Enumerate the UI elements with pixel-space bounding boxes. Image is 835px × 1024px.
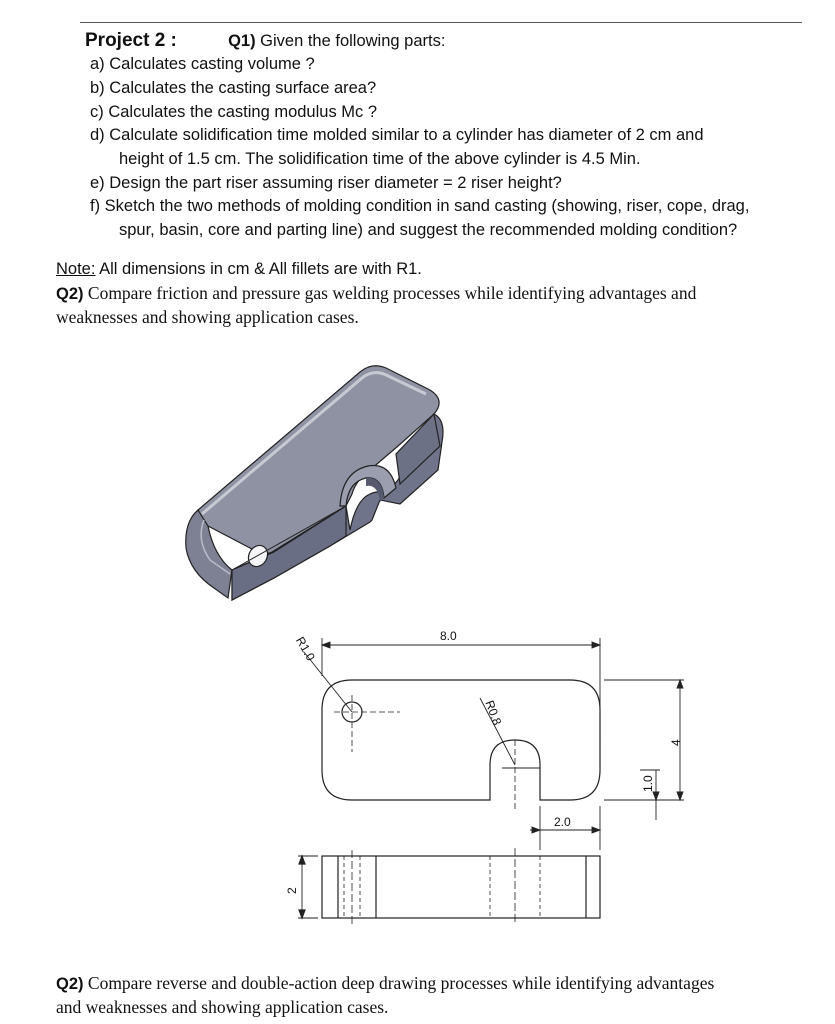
q1-item-f: f) Sketch the two methods of molding condition in sand casting (showing, riser, cope, drag,: [90, 197, 750, 215]
dim-radius-slot: R0.8: [482, 698, 505, 728]
dim-thickness: 2: [285, 887, 299, 894]
note-text: All dimensions in cm & All fillets are with R1.: [95, 260, 422, 278]
q1-text: Given the following parts:: [255, 32, 446, 50]
q2-welding-label: Q2): [56, 285, 84, 303]
q2-drawing-label: Q2): [56, 975, 84, 993]
q2-drawing-line2: and weaknesses and showing application cases.: [56, 997, 389, 1017]
q2-welding-line2: weaknesses and showing application cases.: [56, 307, 359, 327]
project-title: Project 2 :: [85, 30, 177, 51]
dim-length: 8.0: [440, 629, 457, 643]
dim-slot-width: 2.0: [554, 815, 571, 829]
q2-drawing-text1: Compare reverse and double-action deep drawing processes while identifying advantages: [83, 973, 715, 993]
isometric-part: [186, 366, 443, 600]
side-view: [298, 848, 600, 924]
q1-item-a: a) Calculates casting volume ?: [90, 55, 315, 73]
q1-item-f-cont: spur, basin, core and parting line) and suggest the recommended molding condition?: [119, 221, 738, 239]
top-view: [322, 680, 600, 810]
dim-hole-offset: 1.0: [641, 775, 655, 792]
dim-width: 4: [669, 739, 683, 746]
q1-item-d: d) Calculate solidification time molded similar to a cylinder has diameter of 2 cm and: [90, 126, 704, 144]
dimensions: [304, 638, 684, 850]
q1-item-e: e) Design the part riser assuming riser diameter = 2 riser height?: [90, 174, 562, 192]
q1-label: Q1): [228, 32, 256, 50]
q1-item-b: b) Calculates the casting surface area?: [90, 79, 377, 97]
q2-drawing-line1: [56, 972, 714, 995]
q1-item-c: c) Calculates the casting modulus Mc ?: [90, 103, 378, 121]
q1-item-d-cont: height of 1.5 cm. The solidification time of the above cylinder is 4.5 Min.: [119, 150, 641, 168]
dim-radius-hole: R1.0: [293, 634, 318, 664]
note-label: Note:: [56, 260, 96, 278]
q2-welding-text1: Compare friction and pressure gas welding processes while identifying advantages and: [83, 283, 697, 303]
